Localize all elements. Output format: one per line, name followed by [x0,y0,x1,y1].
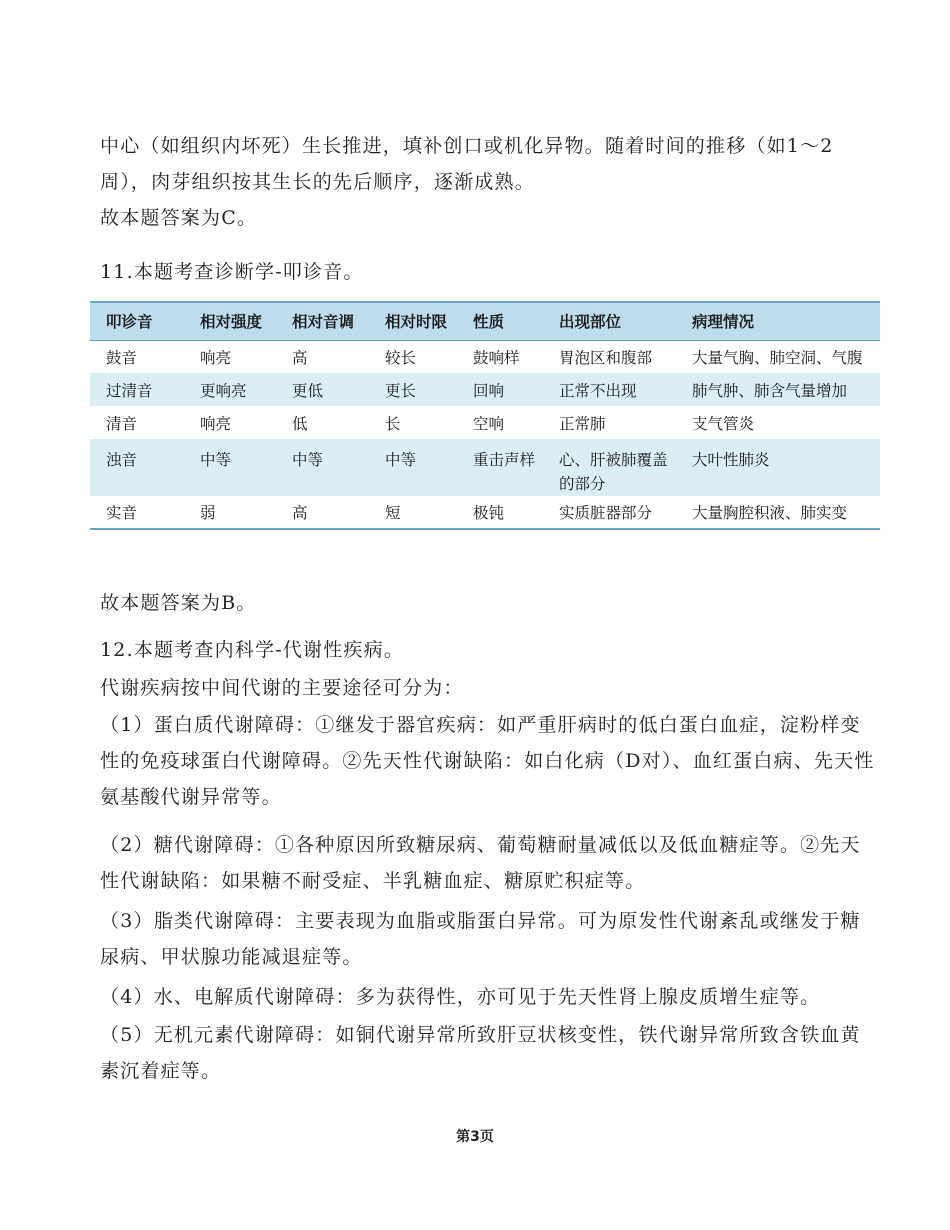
table-cell: 心、肝被肺覆盖的部分 [559,451,668,493]
table-cell: 实质脏器部分 [543,496,676,529]
table-cell: 响亮 [200,414,232,433]
header-relative-pitch: 相对音调 [276,302,369,340]
table-row [90,406,880,439]
table-cell: 过清音 [106,381,153,400]
paragraph-granulation: 中心（如组织内坏死）生长推进，填补创口或机化异物。随着时间的推移（如1～2周），肉芽组织按其生长的先后顺序，逐渐成熟。 [100,135,834,193]
page-number: 第3页 [456,1129,494,1145]
table-cell: 高 [276,496,369,529]
table-cell: 清音 [106,414,138,433]
table-cell: 浊音 [106,451,138,469]
paragraph-intro: 代谢疾病按中间代谢的主要途径可分为： [100,677,464,699]
percussion-sound-table [90,301,880,530]
table-row [90,340,880,373]
table-cell: 中等 [200,451,232,469]
table-cell: 极钝 [457,496,543,529]
header-percussion-sound: 叩诊音 [90,302,184,340]
table-cell: 更低 [292,381,324,400]
table-cell: 短 [369,496,457,529]
table-cell: 较长 [385,348,417,367]
table-cell: 实音 [90,496,184,529]
table-cell: 鼓音 [106,348,138,367]
paragraph-water: （4）水、电解质代谢障碍：多为获得性，亦可见于先天性肾上腺皮质增生症等。 [100,986,821,1008]
header-relative-intensity: 相对强度 [184,302,276,340]
header-quality: 性质 [457,302,543,340]
table-cell: 响亮 [200,348,232,367]
table-cell: 弱 [184,496,276,529]
table-cell: 回响 [473,381,505,400]
table-cell: 中等 [292,451,324,469]
paragraph-protein: （1）蛋白质代谢障碍：①继发于器官疾病：如严重肝病时的低白蛋白血症，淀粉样变性的免疫球蛋白代谢障碍。②先天性代谢缺陷：如白化病（D对）、血红蛋白病、先天性氨基酸代谢异常等。 [100,714,875,808]
table-cell: 肺气肿、肺含气量增加 [692,381,848,400]
answer-10: 故本题答案为C。 [100,207,258,229]
table-cell: 支气管炎 [692,414,755,433]
paragraph-sugar: （2）糖代谢障碍：①各种原因所致糖尿病、葡萄糖耐量减低以及低血糖症等。②先天性代谢缺陷：如果糖不耐受症、半乳糖血症、糖原贮积症等。 [100,834,861,892]
table-cell: 鼓响样 [473,348,520,367]
table-cell: 高 [292,348,308,367]
header-pathology: 病理情况 [676,302,880,340]
table-cell: 空响 [473,414,505,433]
question-12-heading: 12.本题考查内科学-代谢性疾病。 [100,639,405,661]
table-cell: 正常肺 [559,414,606,433]
table-cell: 长 [385,414,401,433]
table-row [90,496,880,529]
table-cell: 胃泡区和腹部 [559,348,653,367]
header-location: 出现部位 [543,302,676,340]
table-cell: 大量气胸、肺空洞、气腹 [692,348,863,367]
table-row [90,373,880,406]
table-cell: 正常不出现 [559,381,637,400]
table-cell: 大量胸腔积液、肺实变 [676,496,880,529]
paragraph-lipid: （3）脂类代谢障碍：主要表现为血脂或脂蛋白异常。可为原发性代谢紊乱或继发于糖尿病、甲状腺功能减退症等。 [100,910,861,968]
header-relative-duration: 相对时限 [369,302,457,340]
table-row [90,439,880,496]
paragraph-inorganic: （5）无机元素代谢障碍：如铜代谢异常所致肝豆状核变性，铁代谢异常所致含铁血黄素沉着症等。 [100,1024,861,1082]
table-cell: 更长 [385,381,417,400]
table-header-row [90,302,880,340]
table-cell: 中等 [385,451,417,469]
answer-11: 故本题答案为B。 [100,592,257,614]
table-cell: 更响亮 [200,381,247,400]
table-cell: 大叶性肺炎 [692,451,770,469]
table-cell: 低 [292,414,308,433]
question-11-heading: 11.本题考查诊断学-叩诊音。 [100,261,364,283]
table-cell: 重击声样 [473,451,536,469]
